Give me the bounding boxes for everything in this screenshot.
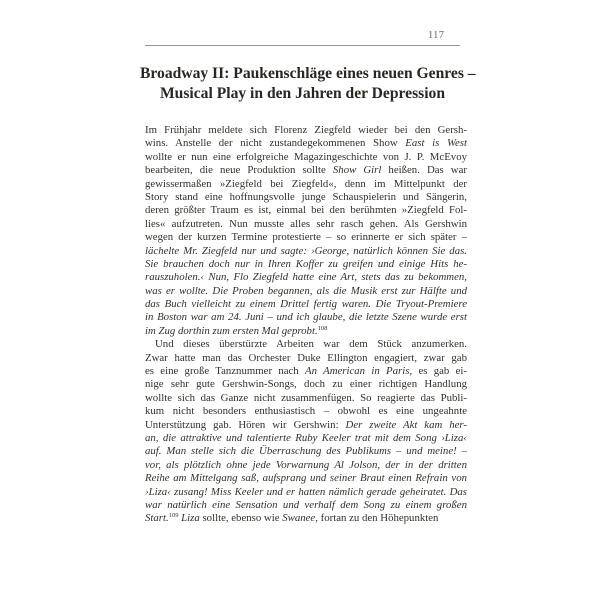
text-line bbox=[145, 392, 467, 405]
text-segment: Reihe am Mittelgang saß, aufsprang und seiner Braut einen Refrain von bbox=[145, 472, 467, 485]
text-segment: East is West bbox=[405, 137, 467, 150]
text-line bbox=[145, 271, 467, 284]
text-segment: , es gab ei- bbox=[409, 365, 468, 378]
text-segment: Unterstützung gab. Hören wir Gershwin: bbox=[145, 418, 346, 431]
text-line bbox=[145, 164, 467, 177]
text-segment: an, die attraktive und talentierte Ruby Keeler trat mit dem Song ›Liza‹ bbox=[145, 431, 467, 444]
page-number: 117 bbox=[428, 30, 445, 41]
footnote-marker: 108 bbox=[317, 324, 328, 332]
text-line bbox=[145, 245, 467, 258]
text-segment: war natürlich eine Sensation und verhalf dem Song zu einem großen bbox=[145, 498, 467, 511]
text-line bbox=[145, 432, 467, 445]
text-segment: wegen der kurzen Termine protestierte – so erinnerte er sich später – bbox=[145, 231, 467, 244]
text-line bbox=[145, 419, 467, 432]
text-segment: Und dieses überstürzte Arbeiten war dem Stück anzumerken. bbox=[155, 338, 467, 351]
text-segment: Sie brauchen doch nur in Ihren Koffer zu greifen und einige Hits he- bbox=[145, 257, 467, 270]
text-segment: kum nicht besonders enthusiastisch – obwohl es eine ungeahnte bbox=[145, 405, 467, 418]
footnote-marker: 109 bbox=[168, 512, 179, 520]
text-line bbox=[145, 191, 467, 204]
text-line bbox=[145, 137, 467, 150]
text-segment: deren größter Traum es ist, einmal bei den berühmten »Ziegfeld Fol- bbox=[145, 204, 467, 217]
text-line bbox=[145, 405, 467, 418]
text-segment: was er wollte. Die Proben begannen, als die Musik erst zur Hälfte und bbox=[145, 284, 467, 297]
text-line bbox=[145, 258, 467, 271]
text-segment: vor, als plötzlich ohne jede Vorwarnung Al Jolson, der in der dritten bbox=[145, 458, 467, 471]
text-line bbox=[145, 352, 467, 365]
text-segment: es eine große Tanznummer nach bbox=[145, 365, 306, 378]
text-line bbox=[145, 124, 467, 137]
text-segment: , fortan zu den Höhepunkten bbox=[315, 512, 439, 525]
text-segment: in Boston war am 24. Juni – und ich glaube, die letzte Szene wurde erst bbox=[145, 311, 467, 324]
text-segment: wollte sich das Ganze nicht zusammenfügen. So reagierte das Publi- bbox=[145, 391, 467, 404]
text-line bbox=[145, 472, 467, 485]
text-segment: das Buch vielleicht zu einem Drittel fertig waren. Die Tryout-Premiere bbox=[145, 298, 467, 311]
text-line bbox=[145, 285, 467, 298]
text-line bbox=[145, 311, 467, 324]
chapter-title-line-2: Musical Play in den Jahren der Depression bbox=[159, 85, 446, 102]
text-segment: wollte er nun eine erfolgreiche Magazingeschichte von J. P. McEvoy bbox=[145, 150, 467, 163]
text-segment: Im Frühjahr meldete sich Florenz Ziegfeld wieder bei den Gersh- bbox=[145, 124, 467, 136]
text-segment: An American in Paris bbox=[305, 365, 410, 378]
text-segment: bearbeiten, die neue Produktion sollte bbox=[145, 164, 333, 177]
text-line bbox=[145, 445, 467, 458]
text-line bbox=[145, 178, 467, 191]
text-segment: Story stand eine hoffnungsvolle junge Schauspielerin und Sängerin, bbox=[145, 190, 467, 203]
text-line bbox=[145, 365, 467, 378]
text-segment: ›Liza‹ zusang! Miss Keeler und er hatten nämlich gerade geheiratet. Das bbox=[145, 485, 467, 498]
text-segment: Liza bbox=[181, 512, 200, 525]
text-line bbox=[145, 338, 467, 351]
text-line bbox=[145, 499, 467, 512]
text-line bbox=[145, 231, 467, 244]
text-line bbox=[145, 459, 467, 472]
text-segment: wins. Anstelle der nicht zustandegekommenen Show bbox=[145, 137, 406, 150]
header-rule bbox=[145, 45, 460, 46]
text-line bbox=[145, 512, 467, 525]
chapter-title-line-1: Broadway II: Paukenschläge eines neuen Genres – bbox=[140, 65, 476, 82]
text-segment: nige sehr gute Gershwin-Songs, doch zu einer richtigen Handlung bbox=[145, 378, 467, 391]
text-segment: Show Girl bbox=[332, 164, 382, 177]
text-segment: gewissermaßen »Ziegfeld bei Ziegfeld«, denn im Mittelpunkt der bbox=[145, 177, 467, 190]
text-segment: Der zweite Akt kam her- bbox=[345, 418, 468, 431]
text-line bbox=[145, 218, 467, 231]
text-line bbox=[145, 325, 467, 338]
text-segment: Swanee bbox=[282, 512, 316, 525]
text-segment: Zwar hatte man das Orchester Duke Ellington engagiert, zwar gab bbox=[145, 351, 467, 364]
text-line bbox=[145, 204, 467, 217]
text-segment: im Zug dorthin zum ersten Mal geprobt. bbox=[145, 324, 318, 337]
text-line bbox=[145, 486, 467, 499]
text-segment: heißen. Das war bbox=[381, 164, 467, 177]
chapter-title bbox=[140, 64, 476, 104]
text-line bbox=[145, 298, 467, 311]
body-text bbox=[145, 124, 467, 526]
text-line bbox=[145, 378, 467, 391]
text-segment: Start. bbox=[145, 512, 169, 525]
text-segment: rauszuholen.‹ Nun, Flo Ziegfeld hatte eine Art, stets das zu bekommen, bbox=[145, 271, 467, 284]
text-segment: sollte, ebenso wie bbox=[199, 512, 283, 525]
text-line bbox=[145, 151, 467, 164]
text-segment: lies« aufzutreten. Nun musste alles sehr rasch gehen. Als Gershwin bbox=[145, 217, 467, 230]
text-segment: lächelte Mr. Ziegfeld nur und sagte: ›George, natürlich können Sie das. bbox=[145, 244, 467, 257]
text-segment: auf. Man stelle sich die Überraschung des Publikums – und meine! – bbox=[145, 445, 467, 458]
